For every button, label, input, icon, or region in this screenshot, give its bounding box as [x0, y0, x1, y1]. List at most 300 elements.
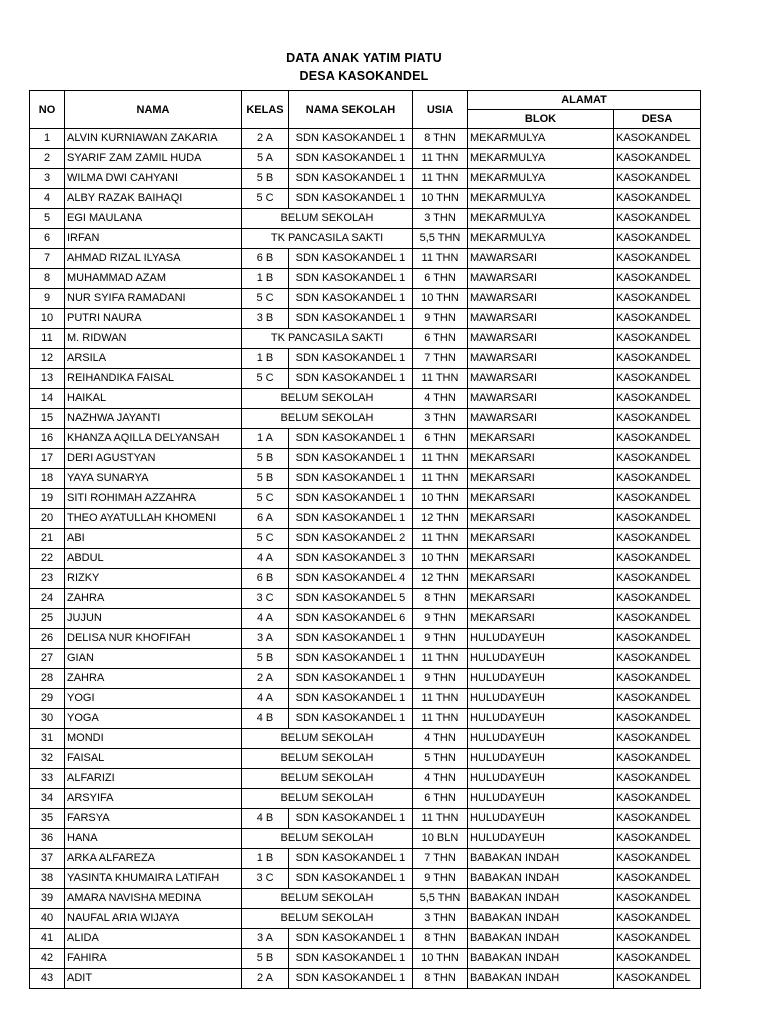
- cell-desa: KASOKANDEL: [614, 509, 701, 529]
- cell-nama: DELISA NUR KHOFIFAH: [65, 629, 242, 649]
- cell-no: 9: [30, 289, 65, 309]
- cell-no: 22: [30, 549, 65, 569]
- cell-nama-sekolah: BELUM SEKOLAH: [242, 409, 413, 429]
- cell-blok: MEKARMULYA: [468, 189, 614, 209]
- cell-desa: KASOKANDEL: [614, 909, 701, 929]
- cell-usia: 11 THN: [413, 369, 468, 389]
- cell-nama-sekolah: SDN KASOKANDEL 1: [289, 969, 413, 989]
- cell-usia: 10 BLN: [413, 829, 468, 849]
- cell-kelas: 3 C: [242, 589, 289, 609]
- cell-nama-sekolah: SDN KASOKANDEL 1: [289, 189, 413, 209]
- cell-usia: 8 THN: [413, 929, 468, 949]
- cell-nama-sekolah: BELUM SEKOLAH: [242, 769, 413, 789]
- cell-desa: KASOKANDEL: [614, 569, 701, 589]
- cell-nama: MUHAMMAD AZAM: [65, 269, 242, 289]
- cell-no: 19: [30, 489, 65, 509]
- cell-blok: BABAKAN INDAH: [468, 969, 614, 989]
- cell-blok: HULUDAYEUH: [468, 669, 614, 689]
- table-row: [30, 849, 701, 869]
- cell-desa: KASOKANDEL: [614, 889, 701, 909]
- table-row: [30, 629, 701, 649]
- cell-nama: AHMAD RIZAL ILYASA: [65, 249, 242, 269]
- cell-nama: ALBY RAZAK BAIHAQI: [65, 189, 242, 209]
- cell-kelas: 1 B: [242, 349, 289, 369]
- cell-blok: MEKARMULYA: [468, 209, 614, 229]
- cell-blok: MEKARMULYA: [468, 229, 614, 249]
- table-row: [30, 169, 701, 189]
- table-row: [30, 689, 701, 709]
- cell-nama-sekolah: SDN KASOKANDEL 1: [289, 429, 413, 449]
- cell-nama-sekolah: SDN KASOKANDEL 1: [289, 929, 413, 949]
- cell-blok: MEKARSARI: [468, 489, 614, 509]
- table-row: [30, 929, 701, 949]
- cell-usia: 7 THN: [413, 849, 468, 869]
- cell-no: 1: [30, 129, 65, 149]
- cell-usia: 7 THN: [413, 349, 468, 369]
- cell-kelas: 5 B: [242, 169, 289, 189]
- cell-desa: KASOKANDEL: [614, 589, 701, 609]
- cell-nama-sekolah: BELUM SEKOLAH: [242, 209, 413, 229]
- cell-nama: ZAHRA: [65, 589, 242, 609]
- header-blok: BLOK: [468, 110, 614, 129]
- cell-blok: MEKARSARI: [468, 589, 614, 609]
- cell-nama-sekolah: SDN KASOKANDEL 1: [289, 809, 413, 829]
- cell-nama-sekolah: SDN KASOKANDEL 1: [289, 449, 413, 469]
- table-row: [30, 429, 701, 449]
- cell-desa: KASOKANDEL: [614, 349, 701, 369]
- cell-no: 13: [30, 369, 65, 389]
- cell-desa: KASOKANDEL: [614, 469, 701, 489]
- cell-kelas: 5 C: [242, 189, 289, 209]
- cell-desa: KASOKANDEL: [614, 449, 701, 469]
- cell-no: 32: [30, 749, 65, 769]
- cell-desa: KASOKANDEL: [614, 529, 701, 549]
- table-row: [30, 509, 701, 529]
- cell-nama: ALVIN KURNIAWAN ZAKARIA: [65, 129, 242, 149]
- cell-kelas: 5 C: [242, 369, 289, 389]
- cell-usia: 10 THN: [413, 549, 468, 569]
- cell-nama-sekolah: SDN KASOKANDEL 1: [289, 509, 413, 529]
- cell-kelas: 3 B: [242, 309, 289, 329]
- cell-nama: ARSYIFA: [65, 789, 242, 809]
- cell-nama-sekolah: SDN KASOKANDEL 1: [289, 649, 413, 669]
- cell-nama-sekolah: SDN KASOKANDEL 1: [289, 309, 413, 329]
- cell-desa: KASOKANDEL: [614, 249, 701, 269]
- cell-nama: DERI AGUSTYAN: [65, 449, 242, 469]
- cell-usia: 10 THN: [413, 289, 468, 309]
- cell-no: 42: [30, 949, 65, 969]
- cell-nama: FAISAL: [65, 749, 242, 769]
- cell-usia: 5 THN: [413, 749, 468, 769]
- cell-no: 23: [30, 569, 65, 589]
- cell-desa: KASOKANDEL: [614, 289, 701, 309]
- cell-desa: KASOKANDEL: [614, 389, 701, 409]
- cell-usia: 5,5 THN: [413, 889, 468, 909]
- cell-nama: NAZHWA JAYANTI: [65, 409, 242, 429]
- cell-kelas: 3 A: [242, 629, 289, 649]
- cell-nama-sekolah: SDN KASOKANDEL 1: [289, 629, 413, 649]
- cell-blok: MAWARSARI: [468, 249, 614, 269]
- table-row: [30, 569, 701, 589]
- cell-usia: 4 THN: [413, 389, 468, 409]
- table-row: [30, 649, 701, 669]
- cell-blok: HULUDAYEUH: [468, 809, 614, 829]
- cell-kelas: 5 B: [242, 649, 289, 669]
- cell-kelas: 6 B: [242, 569, 289, 589]
- cell-nama: SITI ROHIMAH AZZAHRA: [65, 489, 242, 509]
- cell-no: 40: [30, 909, 65, 929]
- table-row: [30, 529, 701, 549]
- cell-no: 6: [30, 229, 65, 249]
- cell-nama-sekolah: SDN KASOKANDEL 1: [289, 369, 413, 389]
- table-row: [30, 889, 701, 909]
- cell-kelas: 1 B: [242, 269, 289, 289]
- cell-blok: BABAKAN INDAH: [468, 869, 614, 889]
- cell-usia: 11 THN: [413, 169, 468, 189]
- cell-kelas: 5 B: [242, 449, 289, 469]
- table-row: [30, 289, 701, 309]
- cell-nama-sekolah: SDN KASOKANDEL 1: [289, 349, 413, 369]
- cell-no: 5: [30, 209, 65, 229]
- cell-nama: ADIT: [65, 969, 242, 989]
- cell-no: 43: [30, 969, 65, 989]
- cell-nama: ARKA ALFAREZA: [65, 849, 242, 869]
- table-body: [30, 129, 701, 989]
- cell-nama-sekolah: SDN KASOKANDEL 1: [289, 149, 413, 169]
- table-row: [30, 669, 701, 689]
- cell-usia: 5,5 THN: [413, 229, 468, 249]
- cell-desa: KASOKANDEL: [614, 129, 701, 149]
- cell-kelas: 5 A: [242, 149, 289, 169]
- cell-blok: MEKARSARI: [468, 569, 614, 589]
- cell-blok: HULUDAYEUH: [468, 649, 614, 669]
- cell-usia: 12 THN: [413, 569, 468, 589]
- orphan-data-table: [29, 90, 701, 989]
- cell-blok: BABAKAN INDAH: [468, 929, 614, 949]
- cell-desa: KASOKANDEL: [614, 849, 701, 869]
- table-row: [30, 709, 701, 729]
- cell-usia: 8 THN: [413, 129, 468, 149]
- cell-no: 12: [30, 349, 65, 369]
- cell-usia: 3 THN: [413, 409, 468, 429]
- cell-nama: ZAHRA: [65, 669, 242, 689]
- cell-blok: HULUDAYEUH: [468, 689, 614, 709]
- cell-desa: KASOKANDEL: [614, 629, 701, 649]
- cell-no: 27: [30, 649, 65, 669]
- cell-usia: 11 THN: [413, 689, 468, 709]
- cell-blok: HULUDAYEUH: [468, 629, 614, 649]
- cell-nama: FAHIRA: [65, 949, 242, 969]
- cell-usia: 10 THN: [413, 489, 468, 509]
- cell-nama-sekolah: BELUM SEKOLAH: [242, 389, 413, 409]
- cell-blok: MEKARSARI: [468, 429, 614, 449]
- cell-usia: 6 THN: [413, 429, 468, 449]
- cell-usia: 11 THN: [413, 809, 468, 829]
- cell-usia: 9 THN: [413, 609, 468, 629]
- cell-nama-sekolah: BELUM SEKOLAH: [242, 729, 413, 749]
- cell-no: 16: [30, 429, 65, 449]
- cell-nama-sekolah: SDN KASOKANDEL 3: [289, 549, 413, 569]
- cell-nama-sekolah: SDN KASOKANDEL 1: [289, 869, 413, 889]
- cell-desa: KASOKANDEL: [614, 549, 701, 569]
- table-row: [30, 769, 701, 789]
- cell-nama: THEO AYATULLAH KHOMENI: [65, 509, 242, 529]
- cell-no: 25: [30, 609, 65, 629]
- cell-nama: JUJUN: [65, 609, 242, 629]
- cell-nama-sekolah: BELUM SEKOLAH: [242, 749, 413, 769]
- cell-nama: NUR SYIFA RAMADANI: [65, 289, 242, 309]
- cell-blok: MAWARSARI: [468, 269, 614, 289]
- document-subtitle: DESA KASOKANDEL: [299, 69, 429, 83]
- cell-desa: KASOKANDEL: [614, 689, 701, 709]
- cell-nama-sekolah: SDN KASOKANDEL 1: [289, 129, 413, 149]
- cell-kelas: 4 A: [242, 609, 289, 629]
- cell-kelas: 1 B: [242, 849, 289, 869]
- cell-desa: KASOKANDEL: [614, 369, 701, 389]
- cell-usia: 8 THN: [413, 589, 468, 609]
- cell-kelas: 1 A: [242, 429, 289, 449]
- cell-nama-sekolah: TK PANCASILA SAKTI: [242, 329, 413, 349]
- cell-no: 31: [30, 729, 65, 749]
- header-no: NO: [30, 91, 65, 129]
- table-row: [30, 949, 701, 969]
- cell-nama-sekolah: SDN KASOKANDEL 1: [289, 469, 413, 489]
- cell-nama: ABI: [65, 529, 242, 549]
- cell-kelas: 4 B: [242, 709, 289, 729]
- table-row: [30, 869, 701, 889]
- cell-nama: ARSILA: [65, 349, 242, 369]
- table-row: [30, 389, 701, 409]
- cell-usia: 6 THN: [413, 789, 468, 809]
- cell-blok: MEKARSARI: [468, 609, 614, 629]
- cell-usia: 9 THN: [413, 309, 468, 329]
- table-row: [30, 489, 701, 509]
- cell-desa: KASOKANDEL: [614, 729, 701, 749]
- cell-kelas: 3 A: [242, 929, 289, 949]
- cell-usia: 6 THN: [413, 269, 468, 289]
- cell-nama: WILMA DWI CAHYANI: [65, 169, 242, 189]
- cell-desa: KASOKANDEL: [614, 789, 701, 809]
- cell-no: 36: [30, 829, 65, 849]
- header-alamat: ALAMAT: [468, 91, 701, 110]
- cell-kelas: 2 A: [242, 669, 289, 689]
- cell-blok: MEKARMULYA: [468, 129, 614, 149]
- cell-blok: MAWARSARI: [468, 349, 614, 369]
- cell-kelas: 6 B: [242, 249, 289, 269]
- cell-blok: MAWARSARI: [468, 369, 614, 389]
- cell-blok: MEKARSARI: [468, 549, 614, 569]
- cell-no: 26: [30, 629, 65, 649]
- cell-usia: 11 THN: [413, 149, 468, 169]
- cell-blok: MEKARSARI: [468, 509, 614, 529]
- cell-usia: 11 THN: [413, 249, 468, 269]
- header-desa: DESA: [614, 110, 701, 129]
- cell-kelas: 4 A: [242, 689, 289, 709]
- table-row: [30, 829, 701, 849]
- header-kelas: KELAS: [242, 91, 289, 129]
- table-row: [30, 189, 701, 209]
- cell-nama: PUTRI NAURA: [65, 309, 242, 329]
- cell-blok: BABAKAN INDAH: [468, 909, 614, 929]
- cell-usia: 9 THN: [413, 629, 468, 649]
- cell-nama: HAIKAL: [65, 389, 242, 409]
- table-row: [30, 809, 701, 829]
- cell-desa: KASOKANDEL: [614, 269, 701, 289]
- table-row: [30, 729, 701, 749]
- cell-nama-sekolah: SDN KASOKANDEL 1: [289, 849, 413, 869]
- cell-blok: MAWARSARI: [468, 309, 614, 329]
- cell-no: 33: [30, 769, 65, 789]
- cell-usia: 11 THN: [413, 649, 468, 669]
- cell-no: 41: [30, 929, 65, 949]
- cell-nama-sekolah: BELUM SEKOLAH: [242, 829, 413, 849]
- cell-nama-sekolah: TK PANCASILA SAKTI: [242, 229, 413, 249]
- cell-kelas: 5 B: [242, 469, 289, 489]
- cell-no: 18: [30, 469, 65, 489]
- cell-blok: MEKARSARI: [468, 469, 614, 489]
- table-row: [30, 449, 701, 469]
- cell-no: 29: [30, 689, 65, 709]
- cell-blok: MAWARSARI: [468, 389, 614, 409]
- cell-no: 10: [30, 309, 65, 329]
- cell-nama-sekolah: SDN KASOKANDEL 1: [289, 289, 413, 309]
- cell-kelas: 5 C: [242, 529, 289, 549]
- cell-usia: 3 THN: [413, 909, 468, 929]
- cell-nama-sekolah: SDN KASOKANDEL 1: [289, 489, 413, 509]
- cell-nama-sekolah: BELUM SEKOLAH: [242, 889, 413, 909]
- cell-usia: 3 THN: [413, 209, 468, 229]
- cell-no: 15: [30, 409, 65, 429]
- cell-blok: MAWARSARI: [468, 329, 614, 349]
- table-row: [30, 129, 701, 149]
- cell-nama-sekolah: BELUM SEKOLAH: [242, 789, 413, 809]
- cell-blok: HULUDAYEUH: [468, 769, 614, 789]
- cell-desa: KASOKANDEL: [614, 829, 701, 849]
- cell-usia: 11 THN: [413, 709, 468, 729]
- cell-nama-sekolah: SDN KASOKANDEL 6: [289, 609, 413, 629]
- cell-desa: KASOKANDEL: [614, 969, 701, 989]
- cell-desa: KASOKANDEL: [614, 949, 701, 969]
- cell-kelas: 5 C: [242, 289, 289, 309]
- cell-kelas: 4 A: [242, 549, 289, 569]
- table-row: [30, 369, 701, 389]
- cell-nama: ABDUL: [65, 549, 242, 569]
- table-row: [30, 149, 701, 169]
- cell-usia: 6 THN: [413, 329, 468, 349]
- cell-no: 35: [30, 809, 65, 829]
- cell-nama-sekolah: SDN KASOKANDEL 1: [289, 249, 413, 269]
- cell-kelas: 2 A: [242, 969, 289, 989]
- cell-no: 11: [30, 329, 65, 349]
- table-row: [30, 789, 701, 809]
- cell-desa: KASOKANDEL: [614, 229, 701, 249]
- cell-nama: FARSYA: [65, 809, 242, 829]
- header-nama-sekolah: NAMA SEKOLAH: [289, 91, 413, 129]
- cell-usia: 11 THN: [413, 449, 468, 469]
- cell-blok: MEKARSARI: [468, 529, 614, 549]
- cell-desa: KASOKANDEL: [614, 429, 701, 449]
- cell-kelas: 2 A: [242, 129, 289, 149]
- cell-blok: BABAKAN INDAH: [468, 889, 614, 909]
- cell-desa: KASOKANDEL: [614, 669, 701, 689]
- cell-usia: 11 THN: [413, 469, 468, 489]
- cell-nama-sekolah: SDN KASOKANDEL 1: [289, 689, 413, 709]
- cell-no: 39: [30, 889, 65, 909]
- table-row: [30, 209, 701, 229]
- cell-no: 24: [30, 589, 65, 609]
- cell-nama: GIAN: [65, 649, 242, 669]
- cell-desa: KASOKANDEL: [614, 149, 701, 169]
- cell-desa: KASOKANDEL: [614, 329, 701, 349]
- cell-no: 20: [30, 509, 65, 529]
- cell-desa: KASOKANDEL: [614, 489, 701, 509]
- cell-usia: 4 THN: [413, 769, 468, 789]
- cell-blok: HULUDAYEUH: [468, 729, 614, 749]
- cell-nama: AMARA NAVISHA MEDINA: [65, 889, 242, 909]
- cell-desa: KASOKANDEL: [614, 649, 701, 669]
- cell-no: 21: [30, 529, 65, 549]
- cell-desa: KASOKANDEL: [614, 929, 701, 949]
- table-row: [30, 909, 701, 929]
- cell-usia: 9 THN: [413, 669, 468, 689]
- cell-desa: KASOKANDEL: [614, 809, 701, 829]
- table-row: [30, 229, 701, 249]
- cell-nama: ALFARIZI: [65, 769, 242, 789]
- cell-nama-sekolah: SDN KASOKANDEL 1: [289, 949, 413, 969]
- cell-no: 7: [30, 249, 65, 269]
- cell-nama-sekolah: BELUM SEKOLAH: [242, 909, 413, 929]
- cell-usia: 10 THN: [413, 189, 468, 209]
- cell-blok: MAWARSARI: [468, 289, 614, 309]
- cell-no: 37: [30, 849, 65, 869]
- cell-kelas: 6 A: [242, 509, 289, 529]
- table-row: [30, 309, 701, 329]
- cell-kelas: 4 B: [242, 809, 289, 829]
- cell-no: 17: [30, 449, 65, 469]
- cell-nama: HANA: [65, 829, 242, 849]
- cell-kelas: 5 C: [242, 489, 289, 509]
- table-row: [30, 589, 701, 609]
- cell-usia: 12 THN: [413, 509, 468, 529]
- cell-blok: BABAKAN INDAH: [468, 949, 614, 969]
- table-row: [30, 249, 701, 269]
- cell-nama: YOGA: [65, 709, 242, 729]
- cell-no: 28: [30, 669, 65, 689]
- cell-no: 30: [30, 709, 65, 729]
- cell-kelas: 5 B: [242, 949, 289, 969]
- table-row: [30, 469, 701, 489]
- document-title: DATA ANAK YATIM PIATU: [286, 51, 442, 65]
- cell-desa: KASOKANDEL: [614, 769, 701, 789]
- table-row: [30, 269, 701, 289]
- cell-nama: REIHANDIKA FAISAL: [65, 369, 242, 389]
- cell-nama: M. RIDWAN: [65, 329, 242, 349]
- cell-nama: IRFAN: [65, 229, 242, 249]
- cell-blok: MEKARSARI: [468, 449, 614, 469]
- cell-desa: KASOKANDEL: [614, 189, 701, 209]
- cell-no: 8: [30, 269, 65, 289]
- cell-desa: KASOKANDEL: [614, 209, 701, 229]
- cell-blok: HULUDAYEUH: [468, 789, 614, 809]
- cell-nama: ALIDA: [65, 929, 242, 949]
- cell-nama: SYARIF ZAM ZAMIL HUDA: [65, 149, 242, 169]
- cell-desa: KASOKANDEL: [614, 309, 701, 329]
- table-row: [30, 749, 701, 769]
- cell-no: 3: [30, 169, 65, 189]
- cell-kelas: 3 C: [242, 869, 289, 889]
- cell-no: 2: [30, 149, 65, 169]
- cell-nama-sekolah: SDN KASOKANDEL 1: [289, 669, 413, 689]
